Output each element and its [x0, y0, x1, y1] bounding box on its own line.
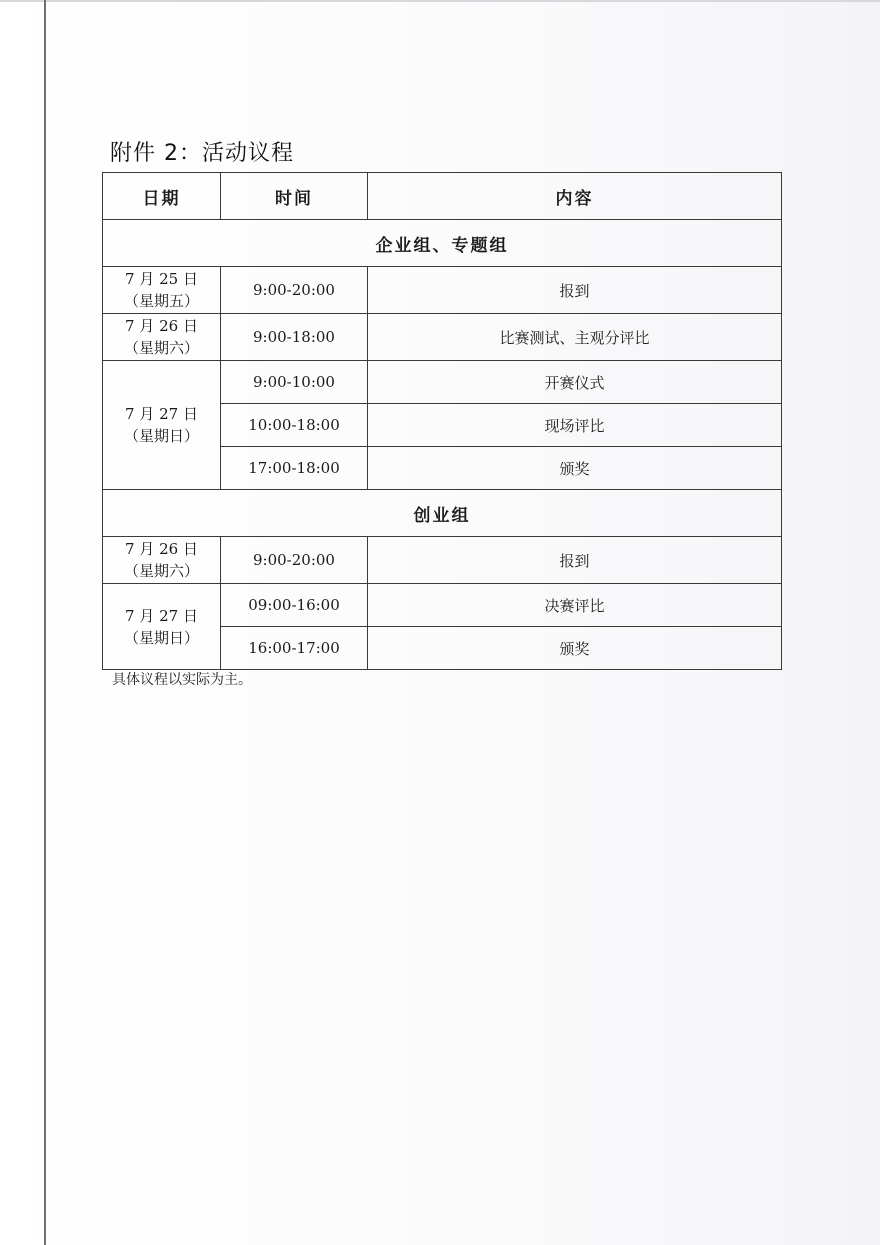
date-cell: [103, 537, 221, 584]
table-row: [103, 537, 782, 584]
date-cell: [103, 267, 221, 314]
table-header-row: [103, 173, 782, 220]
content-cell: 颁奖: [368, 447, 782, 490]
time-cell: 09:00-16:00: [221, 584, 368, 627]
content-cell: 比赛测试、主观分评比: [368, 314, 782, 361]
group-heading-row: [103, 490, 782, 537]
group-heading: 创业组: [103, 490, 782, 537]
date-text: 7 月 26 日: [125, 317, 198, 335]
time-cell: 9:00-10:00: [221, 361, 368, 404]
date-cell: [103, 361, 221, 490]
date-text: 7 月 27 日: [125, 405, 198, 423]
content-cell: 决赛评比: [368, 584, 782, 627]
content-cell: 开赛仪式: [368, 361, 782, 404]
page-top-edge: [0, 0, 880, 2]
table-row: [103, 584, 782, 627]
time-cell: 9:00-20:00: [221, 537, 368, 584]
date-cell: [103, 314, 221, 361]
weekday-text: （星期六）: [123, 562, 199, 580]
group-heading: 企业组、专题组: [103, 220, 782, 267]
group-heading-row: [103, 220, 782, 267]
agenda-table: [102, 172, 782, 670]
binding-line: [44, 0, 46, 1245]
date-text: 7 月 25 日: [125, 270, 198, 288]
content-cell: 报到: [368, 537, 782, 584]
date-cell: [103, 584, 221, 670]
content-cell: 现场评比: [368, 404, 782, 447]
header-content: 内容: [368, 173, 782, 220]
weekday-text: （星期日）: [123, 427, 199, 445]
header-date: 日期: [103, 173, 221, 220]
header-time: 时间: [221, 173, 368, 220]
content-cell: 报到: [368, 267, 782, 314]
table-row: [103, 267, 782, 314]
time-cell: 16:00-17:00: [221, 627, 368, 670]
page-title: 附件 2：活动议程: [110, 141, 294, 166]
weekday-text: （星期日）: [123, 628, 199, 647]
time-cell: 9:00-18:00: [221, 314, 368, 361]
time-cell: 17:00-18:00: [221, 447, 368, 490]
date-text: 7 月 26 日: [125, 540, 198, 558]
date-text: 7 月 27 日: [125, 606, 198, 625]
footnote: 具体议程以实际为主。: [112, 672, 252, 688]
table-row: [103, 361, 782, 404]
table-row: [103, 314, 782, 361]
weekday-text: （星期六）: [123, 339, 199, 357]
time-cell: 10:00-18:00: [221, 404, 368, 447]
time-cell: 9:00-20:00: [221, 267, 368, 314]
content-cell: 颁奖: [368, 627, 782, 670]
weekday-text: （星期五）: [123, 292, 199, 310]
